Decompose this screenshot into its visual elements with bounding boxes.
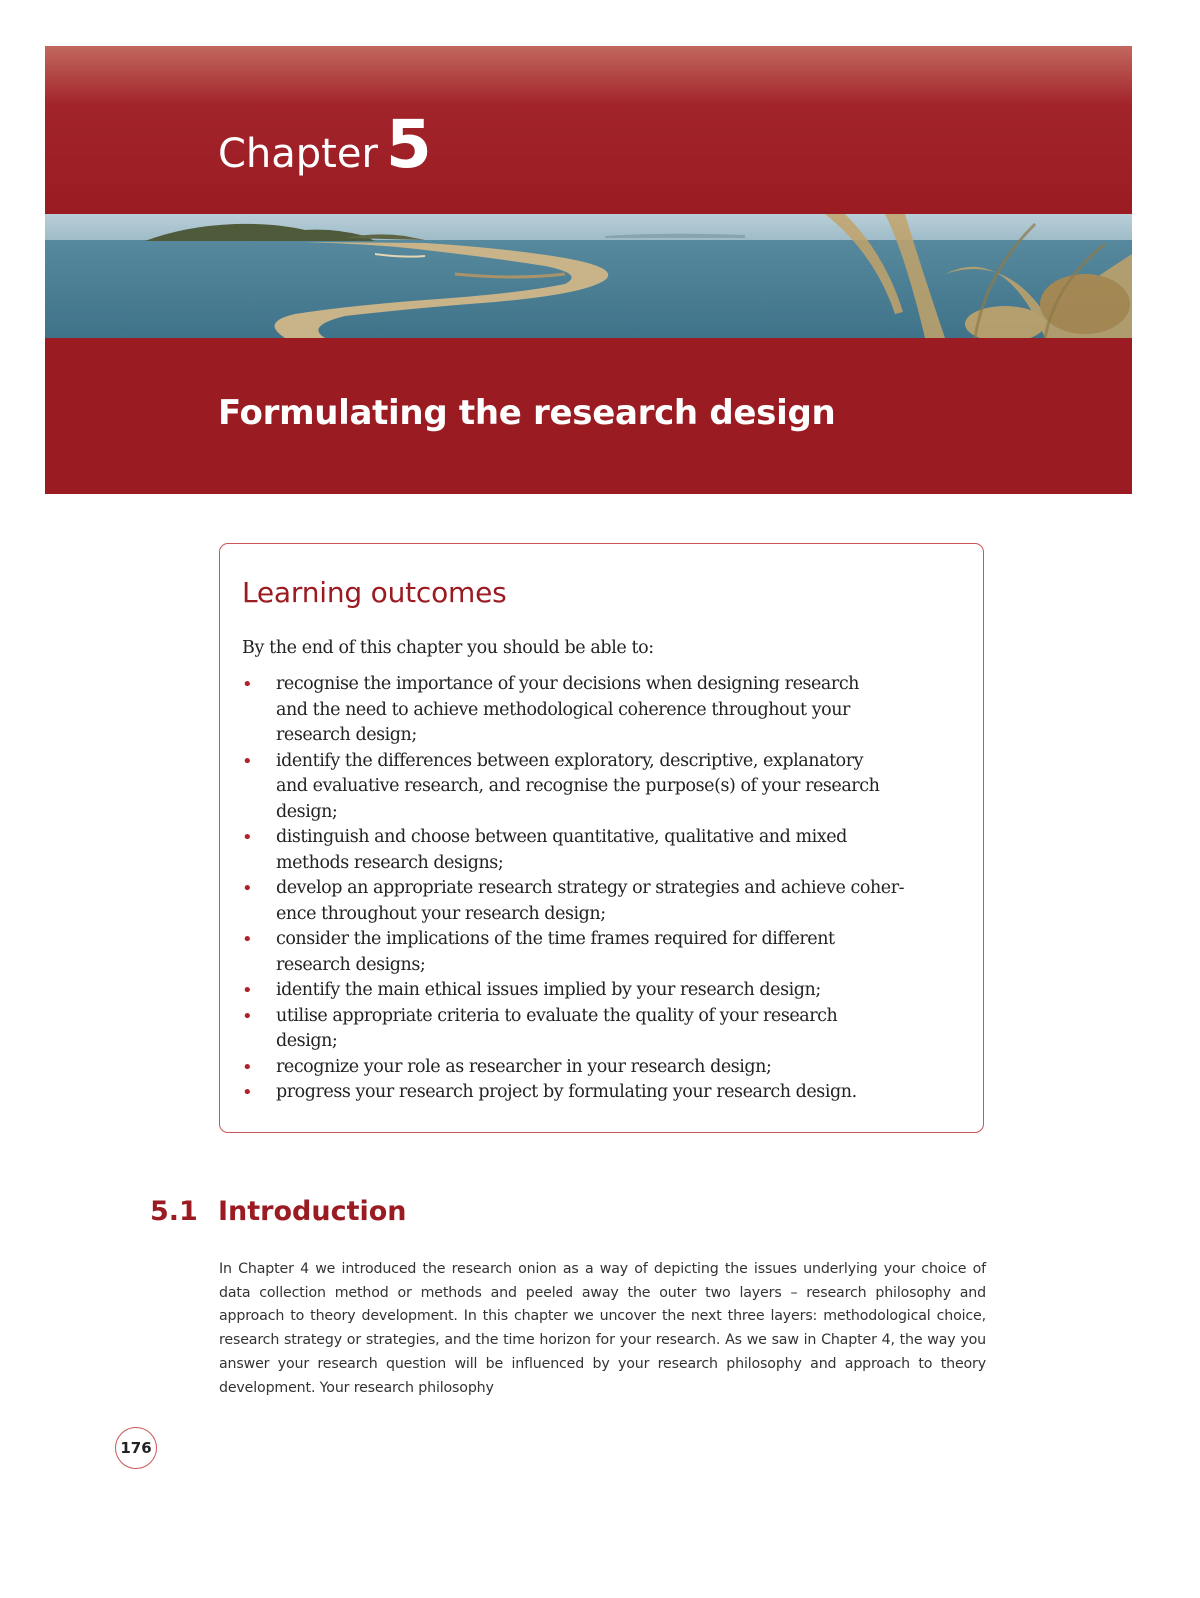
learning-outcome-line: utilise appropriate criteria to evaluate the quality of your research <box>276 1005 838 1026</box>
learning-outcome-line: recognize your role as researcher in your research design; <box>276 1056 772 1077</box>
learning-outcomes-box <box>219 543 984 1133</box>
bullet-icon: • <box>242 1005 253 1027</box>
bullet-icon: • <box>242 1056 253 1078</box>
bullet-icon: • <box>242 674 253 695</box>
learning-outcome-line: recognise the importance of your decisions when designing research <box>276 674 859 694</box>
chapter-label: Chapter <box>218 131 378 177</box>
bullet-icon: • <box>242 878 253 899</box>
learning-outcome-item <box>242 1055 964 1081</box>
coastal-landscape-photo <box>45 214 1132 338</box>
learning-outcome-line: design; <box>276 801 338 822</box>
learning-outcome-line: and evaluative research, and recognise the purpose(s) of your research <box>276 776 880 796</box>
learning-outcome-line: identify the differences between exploratory, descriptive, explanatory <box>276 750 864 771</box>
learning-outcome-item <box>242 876 964 927</box>
learning-outcome-item <box>242 749 964 826</box>
learning-outcomes-list <box>242 672 964 1106</box>
learning-outcome-item <box>242 1004 964 1055</box>
learning-outcome-line: distinguish and choose between quantitative, qualitative and mixed <box>276 827 847 847</box>
page-number: 176 <box>115 1427 157 1469</box>
learning-outcome-line: research design; <box>276 725 417 745</box>
learning-outcome-item <box>242 978 964 1004</box>
bullet-icon: • <box>242 980 253 1001</box>
learning-outcome-line: methods research designs; <box>276 852 504 873</box>
bullet-icon: • <box>242 1082 253 1103</box>
chapter-heading <box>218 106 432 183</box>
section-heading <box>150 1196 407 1227</box>
chapter-banner-top <box>45 46 1132 214</box>
learning-outcome-item <box>242 672 964 749</box>
learning-outcome-item <box>242 825 964 876</box>
section-number: 5.1 <box>150 1196 198 1227</box>
learning-outcome-line: and the need to achieve methodological coherence throughout your <box>276 699 850 720</box>
section-body-text: In Chapter 4 we introduced the research onion as a way of depicting the issues underlying your choice of data collection method or methods and peeled away the outer two layers – research philosophy and approach to theory development. In this chapter we uncover the next three layers: methodological choice, research strategy or strategies, and the time horizon for your research. As we saw in Chapter 4, the way you answer your research question will be influenced by your research philosophy and approach to theory development. Your research philosophy <box>219 1261 986 1396</box>
learning-outcome-item <box>242 1080 964 1106</box>
learning-outcome-line: identify the main ethical issues implied by your research design; <box>276 980 821 1000</box>
learning-outcome-line: progress your research project by formulating your research design. <box>276 1082 857 1102</box>
learning-outcomes-intro: By the end of this chapter you should be able to: <box>242 638 654 658</box>
bullet-icon: • <box>242 750 253 772</box>
learning-outcome-line: ence throughout your research design; <box>276 903 606 924</box>
learning-outcome-line: consider the implications of the time frames required for different <box>276 929 835 949</box>
learning-outcome-line: develop an appropriate research strategy or strategies and achieve coher- <box>276 878 905 898</box>
learning-outcome-item <box>242 927 964 978</box>
section-title: Introduction <box>218 1196 407 1227</box>
bullet-icon: • <box>242 929 253 950</box>
learning-outcome-line: design; <box>276 1031 338 1051</box>
bullet-icon: • <box>242 827 253 848</box>
learning-outcome-line: research designs; <box>276 954 426 975</box>
chapter-title: Formulating the research design <box>218 393 836 433</box>
learning-outcomes-heading: Learning outcomes <box>242 576 507 609</box>
chapter-number: 5 <box>385 106 432 183</box>
